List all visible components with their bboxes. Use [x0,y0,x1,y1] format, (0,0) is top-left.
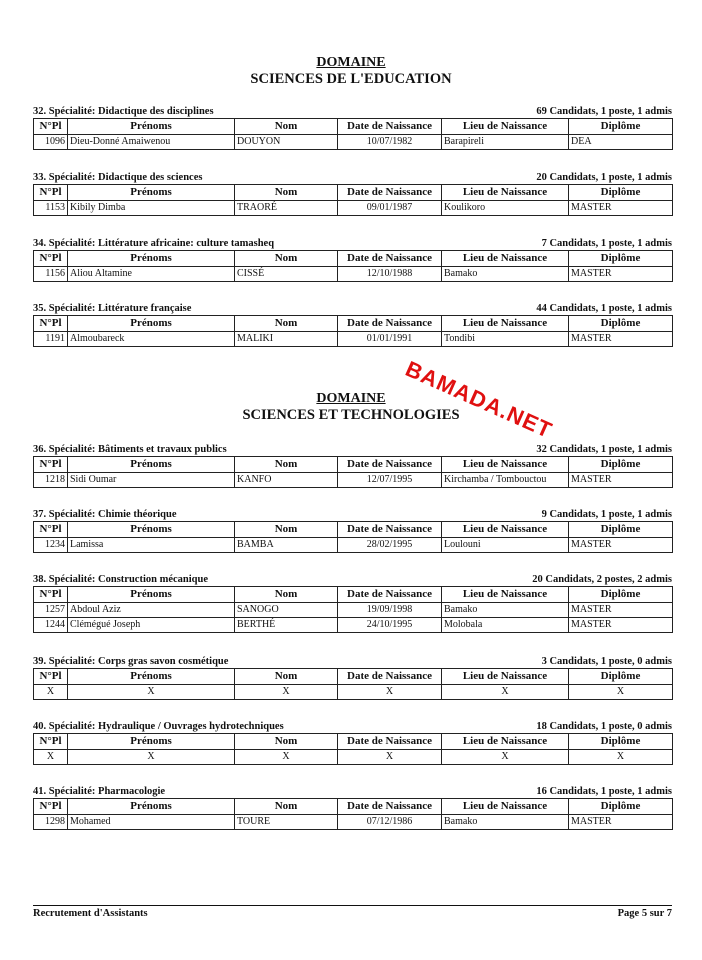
table-header-row [34,669,673,685]
column-header: Date de Naissance [338,799,442,815]
column-header: Lieu de Naissance [442,185,569,201]
specialty-header [33,656,672,668]
specialty-section [33,172,672,216]
table-cell: 24/10/1995 [338,618,442,633]
admitted-table [33,521,673,553]
admitted-table [33,798,673,830]
candidate-counts: 7 Candidats, 1 poste, 1 admis [541,238,672,249]
table-header-row [34,799,673,815]
column-header: Date de Naissance [338,251,442,267]
table-cell: Kibily Dimba [68,201,235,216]
table-row [34,135,673,150]
specialty-section [33,721,672,765]
table-cell: 19/09/1998 [338,603,442,618]
column-header: Diplôme [569,185,673,201]
candidate-counts: 69 Candidats, 1 poste, 1 admis [536,106,672,117]
column-header: Date de Naissance [338,119,442,135]
table-cell: 1153 [34,201,68,216]
admitted-table [33,184,673,216]
admitted-table [33,733,673,765]
specialty-section [33,509,672,553]
table-cell: X [569,750,673,765]
table-cell: KANFO [235,473,338,488]
table-cell: MASTER [569,332,673,347]
column-header: Diplôme [569,119,673,135]
table-cell: MASTER [569,267,673,282]
table-header-row [34,587,673,603]
column-header: N°Pl [34,522,68,538]
watermark-stamp: BAMADA.NET [401,356,557,444]
table-cell: X [68,750,235,765]
table-cell: X [235,685,338,700]
table-cell: 1234 [34,538,68,553]
column-header: Date de Naissance [338,734,442,750]
table-cell: Koulikoro [442,201,569,216]
column-header: Nom [235,251,338,267]
table-cell: Barapireli [442,135,569,150]
column-header: Lieu de Naissance [442,587,569,603]
column-header: Prénoms [68,799,235,815]
domain-title: SCIENCES ET TECHNOLOGIES [242,407,460,423]
footer-document-title: Recrutement d'Assistants [33,908,148,919]
column-header: Nom [235,457,338,473]
table-header-row [34,734,673,750]
column-header: Diplôme [569,734,673,750]
table-cell: X [442,685,569,700]
table-cell: MASTER [569,618,673,633]
column-header: Diplôme [569,457,673,473]
table-row [34,332,673,347]
table-cell: Loulouni [442,538,569,553]
table-cell: Abdoul Aziz [68,603,235,618]
specialty-header [33,786,672,798]
table-cell: 09/01/1987 [338,201,442,216]
domain-label: DOMAINE [316,55,386,70]
column-header: Prénoms [68,457,235,473]
table-cell: X [338,750,442,765]
table-cell: Bamako [442,267,569,282]
table-header-row [34,185,673,201]
table-cell: DEA [569,135,673,150]
table-cell: Tondibi [442,332,569,347]
specialty-header [33,721,672,733]
table-cell: X [338,685,442,700]
table-cell: SANOGO [235,603,338,618]
table-cell: MASTER [569,538,673,553]
table-row [34,201,673,216]
table-cell: 01/01/1991 [338,332,442,347]
column-header: Lieu de Naissance [442,522,569,538]
specialty-section [33,786,672,830]
specialty-header [33,238,672,250]
admitted-table [33,668,673,700]
table-cell: CISSÉ [235,267,338,282]
table-cell: BERTHÉ [235,618,338,633]
column-header: Date de Naissance [338,316,442,332]
table-cell: 1218 [34,473,68,488]
table-cell: Bamako [442,603,569,618]
table-cell: X [34,685,68,700]
column-header: Lieu de Naissance [442,119,569,135]
table-cell: Almoubareck [68,332,235,347]
specialty-section [33,574,672,633]
specialty-title: 36. Spécialité: Bâtiments et travaux publics [33,444,227,455]
table-cell: 07/12/1986 [338,815,442,830]
column-header: Diplôme [569,316,673,332]
column-header: Nom [235,799,338,815]
table-cell: 1298 [34,815,68,830]
domain-label: DOMAINE [316,391,386,406]
table-cell: X [34,750,68,765]
specialty-title: 35. Spécialité: Littérature française [33,303,192,314]
table-cell: 10/07/1982 [338,135,442,150]
column-header: Diplôme [569,669,673,685]
specialty-section [33,238,672,282]
column-header: Date de Naissance [338,185,442,201]
candidate-counts: 44 Candidats, 1 poste, 1 admis [536,303,672,314]
table-cell: 1257 [34,603,68,618]
table-row [34,618,673,633]
table-cell: MALIKI [235,332,338,347]
column-header: Lieu de Naissance [442,316,569,332]
column-header: Date de Naissance [338,522,442,538]
table-cell: MASTER [569,201,673,216]
table-cell: X [68,685,235,700]
column-header: N°Pl [34,185,68,201]
column-header: Prénoms [68,119,235,135]
table-header-row [34,251,673,267]
table-cell: 28/02/1995 [338,538,442,553]
column-header: Diplôme [569,799,673,815]
table-cell: Kirchamba / Tombouctou [442,473,569,488]
column-header: Nom [235,669,338,685]
column-header: Prénoms [68,185,235,201]
column-header: Nom [235,119,338,135]
table-cell: X [569,685,673,700]
specialty-section [33,303,672,347]
specialty-title: 39. Spécialité: Corps gras savon cosmétique [33,656,229,667]
table-cell: 12/10/1988 [338,267,442,282]
column-header: Diplôme [569,587,673,603]
candidate-counts: 20 Candidats, 2 postes, 2 admis [532,574,672,585]
table-cell: 12/07/1995 [338,473,442,488]
table-cell: TRAORÉ [235,201,338,216]
specialty-header [33,509,672,521]
specialty-header [33,106,672,118]
table-cell: X [235,750,338,765]
specialty-header [33,444,672,456]
column-header: Nom [235,587,338,603]
column-header: N°Pl [34,587,68,603]
column-header: Prénoms [68,587,235,603]
column-header: Date de Naissance [338,669,442,685]
table-cell: Sidi Oumar [68,473,235,488]
page-number: Page 5 sur 7 [617,908,672,919]
admitted-table [33,315,673,347]
table-row [34,267,673,282]
table-header-row [34,119,673,135]
column-header: Nom [235,316,338,332]
admitted-table [33,456,673,488]
column-header: N°Pl [34,457,68,473]
table-cell: 1191 [34,332,68,347]
table-row [34,538,673,553]
table-cell: TOURE [235,815,338,830]
column-header: Nom [235,734,338,750]
specialty-title: 34. Spécialité: Littérature africaine: culture tamasheq [33,238,275,249]
table-cell: 1096 [34,135,68,150]
table-cell: Molobala [442,618,569,633]
table-header-row [34,522,673,538]
column-header: Lieu de Naissance [442,734,569,750]
column-header: Prénoms [68,669,235,685]
candidate-counts: 16 Candidats, 1 poste, 1 admis [536,786,672,797]
candidate-counts: 20 Candidats, 1 poste, 1 admis [536,172,672,183]
specialty-title: 40. Spécialité: Hydraulique / Ouvrages hydrotechniques [33,721,284,732]
column-header: Lieu de Naissance [442,457,569,473]
column-header: Prénoms [68,316,235,332]
table-cell: Mohamed [68,815,235,830]
table-cell: Dieu-Donné Amaiwenou [68,135,235,150]
specialty-header [33,303,672,315]
column-header: Prénoms [68,734,235,750]
table-cell: Lamissa [68,538,235,553]
table-header-row [34,316,673,332]
column-header: Nom [235,185,338,201]
table-cell: MASTER [569,473,673,488]
footer-divider [33,905,672,906]
candidate-counts: 18 Candidats, 1 poste, 0 admis [536,721,672,732]
specialty-header [33,172,672,184]
candidate-counts: 9 Candidats, 1 poste, 1 admis [541,509,672,520]
table-cell: MASTER [569,603,673,618]
column-header: Lieu de Naissance [442,251,569,267]
admitted-table [33,118,673,150]
column-header: N°Pl [34,669,68,685]
column-header: Nom [235,522,338,538]
column-header: Diplôme [569,251,673,267]
specialty-title: 33. Spécialité: Didactique des sciences [33,172,203,183]
table-cell: 1244 [34,618,68,633]
column-header: N°Pl [34,251,68,267]
table-row [34,750,673,765]
specialty-title: 41. Spécialité: Pharmacologie [33,786,166,797]
table-cell: Aliou Altamine [68,267,235,282]
table-cell: DOUYON [235,135,338,150]
specialty-section [33,444,672,488]
column-header: Prénoms [68,251,235,267]
candidate-counts: 32 Candidats, 1 poste, 1 admis [536,444,672,455]
domain-heading [0,55,702,88]
column-header: Lieu de Naissance [442,799,569,815]
domain-heading [0,391,702,424]
admitted-table [33,586,673,633]
table-row [34,815,673,830]
specialty-section [33,656,672,700]
table-cell: Bamako [442,815,569,830]
table-cell: MASTER [569,815,673,830]
specialty-title: 38. Spécialité: Construction mécanique [33,574,208,585]
table-cell: Clémégué Joseph [68,618,235,633]
domain-title: SCIENCES DE L'EDUCATION [250,71,452,87]
column-header: Date de Naissance [338,457,442,473]
specialty-title: 37. Spécialité: Chimie théorique [33,509,177,520]
column-header: N°Pl [34,734,68,750]
column-header: Date de Naissance [338,587,442,603]
table-row [34,603,673,618]
candidate-counts: 3 Candidats, 1 poste, 0 admis [541,656,672,667]
specialty-title: 32. Spécialité: Didactique des disciplines [33,106,214,117]
column-header: Prénoms [68,522,235,538]
column-header: N°Pl [34,799,68,815]
table-cell: BAMBA [235,538,338,553]
table-row [34,685,673,700]
column-header: N°Pl [34,119,68,135]
column-header: Lieu de Naissance [442,669,569,685]
table-cell: 1156 [34,267,68,282]
column-header: N°Pl [34,316,68,332]
table-header-row [34,457,673,473]
admitted-table [33,250,673,282]
column-header: Diplôme [569,522,673,538]
table-cell: X [442,750,569,765]
specialty-header [33,574,672,586]
specialty-section [33,106,672,150]
table-row [34,473,673,488]
